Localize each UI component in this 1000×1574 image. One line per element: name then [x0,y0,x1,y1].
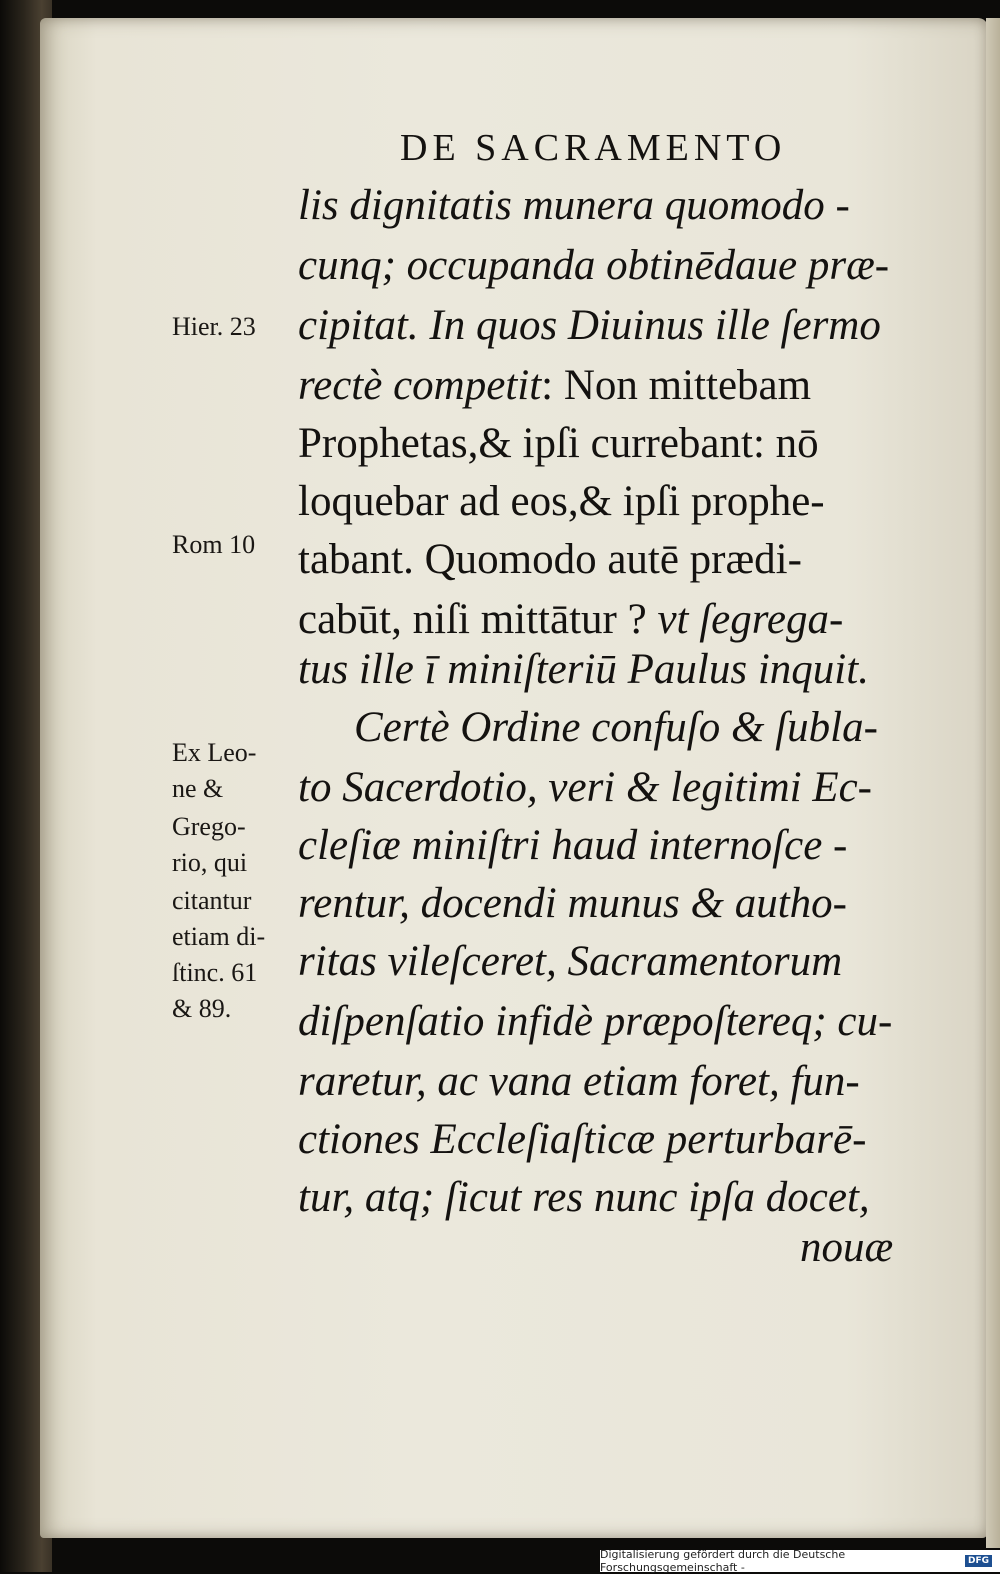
text-segment: tur, atq; ſicut res nunc ipſa docet, [298,1174,870,1221]
margin-note: rio, qui [172,848,248,877]
text-line [298,640,900,700]
text-segment: cabūt, niſi mittātur ? [298,596,658,643]
margin-note: Hier. 23 [172,312,256,341]
text-segment: loquebar ad eos,& ipſi prophe- [298,478,825,525]
text-segment: to Sacerdotio, veri & legitimi Ec- [298,764,872,811]
margin-note: citantur [172,886,252,915]
running-head: DE SACRAMENTO [400,127,787,169]
text-segment: rectè competit [298,362,542,409]
margin-note: & 89. [172,994,232,1023]
text-segment: Certè Ordine confuſo & ſubla- [354,704,878,751]
text-segment: raretur, ac vana etiam foret, fun- [298,1058,860,1105]
text-segment: cipitat. In quos Diuinus ille ſermo [298,302,881,349]
margin-note: Ex Leo- [172,738,257,767]
text-segment: ctiones Eccleſiaſticæ perturbarē- [298,1116,867,1163]
text-segment: vt ſegrega- [657,596,844,643]
text-line [298,992,900,1052]
margin-note: ſtinc. 61 [172,958,258,987]
text-line [298,1110,900,1170]
text-line [298,874,900,934]
text-line [298,356,900,416]
text-segment: diſpenſatio infidè præpoſtereq; cu- [298,998,893,1045]
margin-note: Grego- [172,812,246,841]
text-line [298,1052,900,1112]
text-segment: tus ille ī miniſteriū Paulus inquit. [298,646,869,693]
text-line [298,176,900,236]
text-segment: ritas vileſceret, Sacramentorum [298,938,843,985]
text-segment: Prophetas,& ipſi currebant: nō [298,420,819,467]
text-line [298,530,900,590]
dfg-logo: DFG [965,1555,992,1567]
text-line [298,414,900,474]
text-line [298,816,900,876]
text-segment: rentur, docendi munus & autho- [298,880,848,927]
footer-text: Digitalisierung gefördert durch die Deutsche Forschungsgemeinschaft - [600,1548,846,1574]
text-segment: cleſiæ miniſtri haud internoſce - [298,822,848,869]
margin-note: etiam di- [172,922,266,951]
catchword: nouæ [800,1224,894,1271]
text-line [354,698,900,758]
text-segment: : Non mittebam [541,362,812,409]
text-segment: cunq; occupanda obtinēdaue præ- [298,242,890,289]
text-line [298,932,900,992]
margin-note: ne & [172,774,224,803]
text-line [298,758,900,818]
page-edge [986,18,1000,1548]
text-segment: tabant. Quomodo autē prædi- [298,536,802,583]
text-line [298,296,900,356]
text-line [298,472,900,532]
margin-note: Rom 10 [172,530,256,559]
text-segment: lis dignitatis munera quomodo - [298,182,850,229]
footer-bar [600,1550,1000,1572]
text-line [298,236,900,296]
